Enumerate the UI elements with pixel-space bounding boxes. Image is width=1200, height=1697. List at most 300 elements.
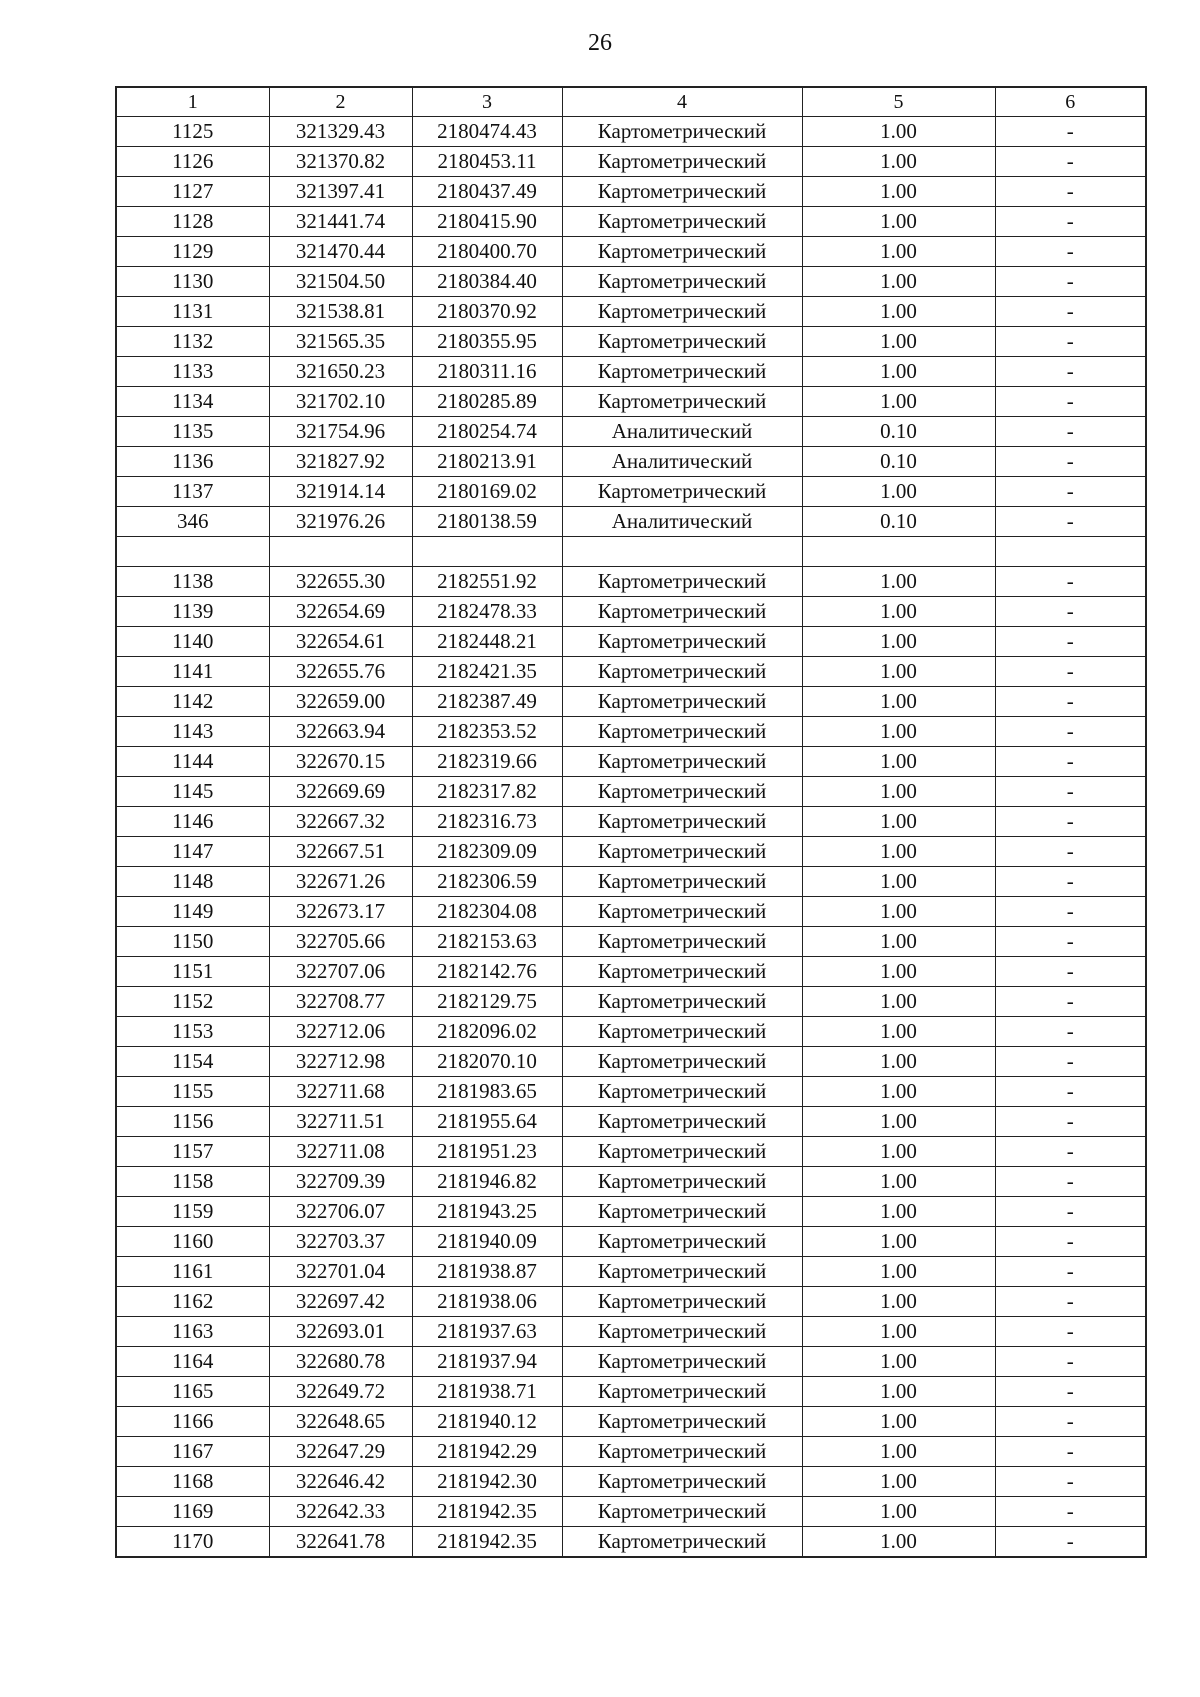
cell-note: - [995, 1047, 1146, 1077]
cell-x-coordinate: 322646.42 [269, 1467, 412, 1497]
cell-accuracy: 1.00 [802, 297, 995, 327]
cell-method [562, 537, 802, 567]
cell-y-coordinate: 2181938.71 [412, 1377, 562, 1407]
cell-point-number: 1162 [116, 1287, 269, 1317]
cell-note: - [995, 1107, 1146, 1137]
cell-accuracy: 0.10 [802, 447, 995, 477]
cell-point-number: 1129 [116, 237, 269, 267]
table-row [116, 777, 1146, 807]
cell-accuracy: 1.00 [802, 1047, 995, 1077]
cell-x-coordinate: 322673.17 [269, 897, 412, 927]
cell-x-coordinate [269, 537, 412, 567]
cell-accuracy: 1.00 [802, 927, 995, 957]
cell-method: Картометрический [562, 267, 802, 297]
cell-y-coordinate: 2182129.75 [412, 987, 562, 1017]
cell-point-number: 1144 [116, 747, 269, 777]
cell-accuracy: 1.00 [802, 867, 995, 897]
cell-note: - [995, 267, 1146, 297]
table-row [116, 597, 1146, 627]
cell-x-coordinate: 322642.33 [269, 1497, 412, 1527]
cell-y-coordinate: 2181983.65 [412, 1077, 562, 1107]
cell-y-coordinate: 2180437.49 [412, 177, 562, 207]
table-row [116, 267, 1146, 297]
cell-method: Картометрический [562, 927, 802, 957]
table-row [116, 717, 1146, 747]
cell-note: - [995, 867, 1146, 897]
cell-note: - [995, 147, 1146, 177]
cell-accuracy: 1.00 [802, 1497, 995, 1527]
cell-y-coordinate: 2180254.74 [412, 417, 562, 447]
table-row [116, 1197, 1146, 1227]
cell-x-coordinate: 321538.81 [269, 297, 412, 327]
cell-accuracy: 1.00 [802, 267, 995, 297]
cell-point-number: 1161 [116, 1257, 269, 1287]
cell-x-coordinate: 322711.68 [269, 1077, 412, 1107]
cell-y-coordinate: 2181942.30 [412, 1467, 562, 1497]
cell-method: Картометрический [562, 1077, 802, 1107]
cell-method: Картометрический [562, 207, 802, 237]
cell-point-number: 1155 [116, 1077, 269, 1107]
cell-method: Картометрический [562, 1317, 802, 1347]
cell-x-coordinate: 322680.78 [269, 1347, 412, 1377]
cell-x-coordinate: 321914.14 [269, 477, 412, 507]
cell-y-coordinate: 2182421.35 [412, 657, 562, 687]
cell-method: Картометрический [562, 957, 802, 987]
cell-point-number: 346 [116, 507, 269, 537]
cell-accuracy: 1.00 [802, 597, 995, 627]
table-row [116, 807, 1146, 837]
table-row [116, 1467, 1146, 1497]
cell-x-coordinate: 322709.39 [269, 1167, 412, 1197]
cell-method: Картометрический [562, 177, 802, 207]
cell-y-coordinate: 2181937.94 [412, 1347, 562, 1377]
table-row [116, 177, 1146, 207]
cell-y-coordinate: 2182478.33 [412, 597, 562, 627]
table-row [116, 297, 1146, 327]
cell-x-coordinate: 322701.04 [269, 1257, 412, 1287]
cell-point-number: 1142 [116, 687, 269, 717]
cell-method: Картометрический [562, 1167, 802, 1197]
cell-point-number: 1141 [116, 657, 269, 687]
cell-accuracy: 1.00 [802, 717, 995, 747]
table-row [116, 1167, 1146, 1197]
cell-accuracy: 1.00 [802, 1077, 995, 1107]
cell-accuracy: 1.00 [802, 1227, 995, 1257]
cell-note: - [995, 1137, 1146, 1167]
cell-point-number: 1151 [116, 957, 269, 987]
cell-point-number: 1158 [116, 1167, 269, 1197]
cell-point-number: 1143 [116, 717, 269, 747]
cell-method: Картометрический [562, 1137, 802, 1167]
cell-point-number: 1159 [116, 1197, 269, 1227]
cell-y-coordinate: 2181937.63 [412, 1317, 562, 1347]
cell-note [995, 537, 1146, 567]
cell-method: Картометрический [562, 747, 802, 777]
cell-x-coordinate: 321441.74 [269, 207, 412, 237]
cell-accuracy: 1.00 [802, 1527, 995, 1558]
cell-note: - [995, 747, 1146, 777]
cell-note: - [995, 657, 1146, 687]
table-row [116, 507, 1146, 537]
cell-accuracy [802, 537, 995, 567]
cell-y-coordinate: 2180169.02 [412, 477, 562, 507]
table-row [116, 837, 1146, 867]
cell-note: - [995, 1527, 1146, 1558]
cell-method: Картометрический [562, 357, 802, 387]
table-row [116, 927, 1146, 957]
cell-point-number: 1167 [116, 1437, 269, 1467]
cell-x-coordinate: 321976.26 [269, 507, 412, 537]
cell-note: - [995, 237, 1146, 267]
cell-point-number: 1169 [116, 1497, 269, 1527]
cell-point-number: 1140 [116, 627, 269, 657]
table-row [116, 957, 1146, 987]
table-row [116, 1377, 1146, 1407]
cell-y-coordinate: 2182306.59 [412, 867, 562, 897]
cell-note: - [995, 807, 1146, 837]
cell-point-number: 1133 [116, 357, 269, 387]
table-row [116, 657, 1146, 687]
cell-accuracy: 1.00 [802, 1017, 995, 1047]
cell-point-number: 1150 [116, 927, 269, 957]
cell-method: Картометрический [562, 1497, 802, 1527]
cell-method: Картометрический [562, 627, 802, 657]
cell-method: Картометрический [562, 1107, 802, 1137]
cell-y-coordinate: 2180370.92 [412, 297, 562, 327]
cell-x-coordinate: 322654.61 [269, 627, 412, 657]
cell-y-coordinate: 2181940.12 [412, 1407, 562, 1437]
cell-y-coordinate: 2180138.59 [412, 507, 562, 537]
cell-accuracy: 1.00 [802, 1467, 995, 1497]
cell-point-number: 1153 [116, 1017, 269, 1047]
table-row [116, 1077, 1146, 1107]
cell-y-coordinate [412, 537, 562, 567]
cell-note: - [995, 1197, 1146, 1227]
cell-accuracy: 1.00 [802, 687, 995, 717]
table-row [116, 207, 1146, 237]
cell-y-coordinate: 2182319.66 [412, 747, 562, 777]
table-row [116, 987, 1146, 1017]
cell-x-coordinate: 322708.77 [269, 987, 412, 1017]
cell-x-coordinate: 322671.26 [269, 867, 412, 897]
cell-y-coordinate: 2182304.08 [412, 897, 562, 927]
table-row [116, 1047, 1146, 1077]
cell-note: - [995, 567, 1146, 597]
cell-point-number: 1164 [116, 1347, 269, 1377]
cell-point-number: 1156 [116, 1107, 269, 1137]
cell-point-number: 1125 [116, 117, 269, 147]
cell-point-number: 1131 [116, 297, 269, 327]
cell-x-coordinate: 322648.65 [269, 1407, 412, 1437]
cell-x-coordinate: 322654.69 [269, 597, 412, 627]
table-row [116, 627, 1146, 657]
table-row [116, 1107, 1146, 1137]
cell-accuracy: 1.00 [802, 1317, 995, 1347]
cell-note: - [995, 477, 1146, 507]
table-row [116, 1407, 1146, 1437]
cell-y-coordinate: 2180400.70 [412, 237, 562, 267]
coordinates-table [115, 86, 1147, 1558]
cell-method: Картометрический [562, 837, 802, 867]
cell-accuracy: 1.00 [802, 1437, 995, 1467]
cell-accuracy: 1.00 [802, 807, 995, 837]
cell-method: Картометрический [562, 1527, 802, 1558]
cell-method: Картометрический [562, 777, 802, 807]
cell-x-coordinate: 322649.72 [269, 1377, 412, 1407]
cell-method: Картометрический [562, 807, 802, 837]
cell-note: - [995, 1317, 1146, 1347]
cell-note: - [995, 837, 1146, 867]
cell-x-coordinate: 322712.98 [269, 1047, 412, 1077]
cell-x-coordinate: 322711.51 [269, 1107, 412, 1137]
cell-method: Картометрический [562, 657, 802, 687]
cell-note: - [995, 1437, 1146, 1467]
cell-accuracy: 0.10 [802, 417, 995, 447]
table-row [116, 327, 1146, 357]
cell-y-coordinate: 2181942.29 [412, 1437, 562, 1467]
cell-method: Картометрический [562, 1437, 802, 1467]
cell-note: - [995, 207, 1146, 237]
cell-x-coordinate: 322693.01 [269, 1317, 412, 1347]
cell-y-coordinate: 2181942.35 [412, 1527, 562, 1558]
cell-y-coordinate: 2180384.40 [412, 267, 562, 297]
cell-y-coordinate: 2181940.09 [412, 1227, 562, 1257]
cell-accuracy: 1.00 [802, 777, 995, 807]
cell-point-number: 1139 [116, 597, 269, 627]
table-row [116, 1017, 1146, 1047]
cell-method: Картометрический [562, 147, 802, 177]
header-cell-1: 1 [116, 87, 269, 117]
cell-x-coordinate: 322667.32 [269, 807, 412, 837]
cell-note: - [995, 1077, 1146, 1107]
cell-point-number: 1148 [116, 867, 269, 897]
cell-note: - [995, 1377, 1146, 1407]
cell-point-number: 1168 [116, 1467, 269, 1497]
cell-method: Картометрический [562, 1197, 802, 1227]
cell-y-coordinate: 2182317.82 [412, 777, 562, 807]
header-cell-6: 6 [995, 87, 1146, 117]
cell-note: - [995, 387, 1146, 417]
cell-y-coordinate: 2180415.90 [412, 207, 562, 237]
cell-accuracy: 1.00 [802, 357, 995, 387]
cell-y-coordinate: 2182448.21 [412, 627, 562, 657]
cell-y-coordinate: 2180311.16 [412, 357, 562, 387]
cell-method: Картометрический [562, 867, 802, 897]
table-row [116, 1527, 1146, 1558]
cell-accuracy: 1.00 [802, 957, 995, 987]
cell-x-coordinate: 322706.07 [269, 1197, 412, 1227]
table-row [116, 687, 1146, 717]
cell-note: - [995, 1407, 1146, 1437]
cell-accuracy: 1.00 [802, 897, 995, 927]
cell-note: - [995, 1017, 1146, 1047]
cell-point-number: 1160 [116, 1227, 269, 1257]
table-row [116, 357, 1146, 387]
cell-point-number: 1166 [116, 1407, 269, 1437]
cell-point-number: 1127 [116, 177, 269, 207]
cell-y-coordinate: 2181943.25 [412, 1197, 562, 1227]
cell-x-coordinate: 321370.82 [269, 147, 412, 177]
cell-x-coordinate: 322647.29 [269, 1437, 412, 1467]
cell-note: - [995, 627, 1146, 657]
header-cell-3: 3 [412, 87, 562, 117]
cell-note: - [995, 447, 1146, 477]
cell-note: - [995, 897, 1146, 927]
cell-x-coordinate: 321397.41 [269, 177, 412, 207]
cell-point-number [116, 537, 269, 567]
cell-x-coordinate: 321565.35 [269, 327, 412, 357]
cell-point-number: 1126 [116, 147, 269, 177]
cell-method: Картометрический [562, 1287, 802, 1317]
cell-note: - [995, 717, 1146, 747]
cell-note: - [995, 357, 1146, 387]
cell-point-number: 1137 [116, 477, 269, 507]
table-row [116, 1317, 1146, 1347]
cell-note: - [995, 117, 1146, 147]
cell-x-coordinate: 322655.76 [269, 657, 412, 687]
cell-method: Картометрический [562, 597, 802, 627]
cell-accuracy: 1.00 [802, 987, 995, 1017]
cell-accuracy: 1.00 [802, 1407, 995, 1437]
cell-method: Картометрический [562, 987, 802, 1017]
table-row [116, 237, 1146, 267]
cell-note: - [995, 1497, 1146, 1527]
table-row [116, 147, 1146, 177]
cell-point-number: 1135 [116, 417, 269, 447]
cell-accuracy: 1.00 [802, 1197, 995, 1227]
cell-accuracy: 1.00 [802, 747, 995, 777]
cell-method: Картометрический [562, 1467, 802, 1497]
cell-note: - [995, 1287, 1146, 1317]
cell-y-coordinate: 2180285.89 [412, 387, 562, 417]
cell-y-coordinate: 2182070.10 [412, 1047, 562, 1077]
cell-point-number: 1146 [116, 807, 269, 837]
cell-x-coordinate: 321827.92 [269, 447, 412, 477]
cell-method: Аналитический [562, 417, 802, 447]
cell-accuracy: 1.00 [802, 117, 995, 147]
cell-y-coordinate: 2180213.91 [412, 447, 562, 477]
page-number: 26 [588, 30, 612, 56]
cell-accuracy: 1.00 [802, 1257, 995, 1287]
cell-x-coordinate: 321504.50 [269, 267, 412, 297]
cell-x-coordinate: 321754.96 [269, 417, 412, 447]
cell-note: - [995, 987, 1146, 1017]
cell-y-coordinate: 2180355.95 [412, 327, 562, 357]
table-row [116, 1347, 1146, 1377]
cell-method: Картометрический [562, 717, 802, 747]
cell-x-coordinate: 322655.30 [269, 567, 412, 597]
cell-point-number: 1163 [116, 1317, 269, 1347]
cell-x-coordinate: 321470.44 [269, 237, 412, 267]
cell-x-coordinate: 322711.08 [269, 1137, 412, 1167]
cell-accuracy: 1.00 [802, 1347, 995, 1377]
cell-point-number: 1170 [116, 1527, 269, 1558]
cell-point-number: 1138 [116, 567, 269, 597]
cell-x-coordinate: 322707.06 [269, 957, 412, 987]
cell-accuracy: 0.10 [802, 507, 995, 537]
cell-accuracy: 1.00 [802, 1167, 995, 1197]
cell-method: Картометрический [562, 297, 802, 327]
cell-point-number: 1130 [116, 267, 269, 297]
cell-point-number: 1154 [116, 1047, 269, 1077]
cell-accuracy: 1.00 [802, 1287, 995, 1317]
cell-y-coordinate: 2182096.02 [412, 1017, 562, 1047]
cell-accuracy: 1.00 [802, 1377, 995, 1407]
table-row [116, 567, 1146, 597]
table-row [116, 1437, 1146, 1467]
cell-method: Картометрический [562, 1347, 802, 1377]
cell-x-coordinate: 322659.00 [269, 687, 412, 717]
table-body [116, 117, 1146, 1558]
cell-point-number: 1165 [116, 1377, 269, 1407]
cell-y-coordinate: 2180474.43 [412, 117, 562, 147]
cell-point-number: 1128 [116, 207, 269, 237]
table-row [116, 747, 1146, 777]
cell-y-coordinate: 2180453.11 [412, 147, 562, 177]
cell-method: Картометрический [562, 1017, 802, 1047]
cell-note: - [995, 1167, 1146, 1197]
table-row [116, 1137, 1146, 1167]
cell-point-number: 1132 [116, 327, 269, 357]
cell-y-coordinate: 2182353.52 [412, 717, 562, 747]
cell-method: Картометрический [562, 1407, 802, 1437]
table-row [116, 417, 1146, 447]
cell-method: Картометрический [562, 477, 802, 507]
cell-accuracy: 1.00 [802, 657, 995, 687]
table-row [116, 387, 1146, 417]
cell-accuracy: 1.00 [802, 627, 995, 657]
cell-y-coordinate: 2181955.64 [412, 1107, 562, 1137]
cell-x-coordinate: 322667.51 [269, 837, 412, 867]
cell-point-number: 1157 [116, 1137, 269, 1167]
cell-note: - [995, 177, 1146, 207]
cell-accuracy: 1.00 [802, 387, 995, 417]
cell-method: Картометрический [562, 1377, 802, 1407]
cell-x-coordinate: 322712.06 [269, 1017, 412, 1047]
table-header [116, 87, 1146, 117]
table-row [116, 1257, 1146, 1287]
table-row [116, 117, 1146, 147]
cell-method: Аналитический [562, 507, 802, 537]
cell-x-coordinate: 322697.42 [269, 1287, 412, 1317]
cell-note: - [995, 507, 1146, 537]
cell-method: Картометрический [562, 1227, 802, 1257]
cell-note: - [995, 777, 1146, 807]
cell-point-number: 1147 [116, 837, 269, 867]
table-row [116, 477, 1146, 507]
cell-note: - [995, 1257, 1146, 1287]
cell-point-number: 1145 [116, 777, 269, 807]
cell-note: - [995, 297, 1146, 327]
cell-accuracy: 1.00 [802, 177, 995, 207]
cell-y-coordinate: 2181938.87 [412, 1257, 562, 1287]
cell-method: Аналитический [562, 447, 802, 477]
header-cell-2: 2 [269, 87, 412, 117]
cell-y-coordinate: 2181942.35 [412, 1497, 562, 1527]
cell-note: - [995, 597, 1146, 627]
cell-accuracy: 1.00 [802, 237, 995, 267]
cell-y-coordinate: 2182316.73 [412, 807, 562, 837]
cell-x-coordinate: 322669.69 [269, 777, 412, 807]
cell-x-coordinate: 322663.94 [269, 717, 412, 747]
cell-method: Картометрический [562, 567, 802, 597]
cell-note: - [995, 417, 1146, 447]
cell-method: Картометрический [562, 117, 802, 147]
cell-note: - [995, 927, 1146, 957]
header-row [116, 87, 1146, 117]
cell-note: - [995, 1467, 1146, 1497]
cell-accuracy: 1.00 [802, 837, 995, 867]
